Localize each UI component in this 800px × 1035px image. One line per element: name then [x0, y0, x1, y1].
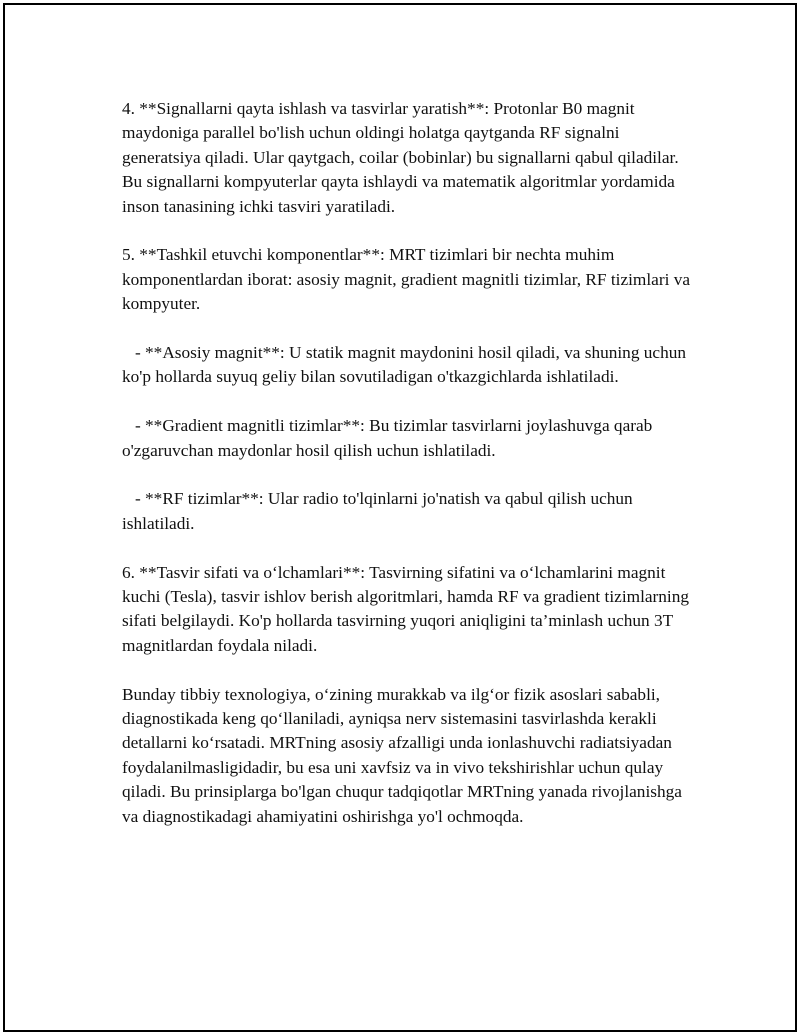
- bullet-asosiy-magnit: - **Asosiy magnit**: U statik magnit maydonini hosil qiladi, va shuning uchun ko'p hollarda suyuq geliy bilan sovutiladigan o'tkazgichlarda ishlatiladi.: [122, 343, 691, 387]
- page-frame: [3, 3, 797, 1032]
- paragraph-conclusion: Bunday tibbiy texnologiya, o‘zining murakkab va ilg‘or fizik asoslari sababli, diagnostikada keng qo‘llaniladi, ayniqsa nerv sistemasini tasvirlashda kerakli detallarni ko‘rsatadi. MRTning asosiy afzalligi unda ionlashuvchi radiatsiyadan foydalanilmasligidadir, bu esa uni xavfsiz va in vivo tekshirishlar uchun qulay qiladi. Bu prinsiplarga bo'lgan chuqur tadqiqotlar MRTning yanada rivojlanishga va diagnostikadagi ahamiyatini oshirishga yo'l ochmoqda.: [122, 684, 687, 826]
- paragraph-section-6: 6. **Tasvir sifati va o‘lchamlari**: Tasvirning sifatini va o‘lchamlarini magnit kuchi (Tesla), tasvir ishlov berish algoritmlari, hamda RF va gradient tizimlarning sifati belgilaydi. Ko'p hollarda tasvirning yuqori aniqligini ta’minlash uchun 3T magnitlardan foydala niladi.: [122, 562, 694, 655]
- paragraph-section-4: 4. **Signallarni qayta ishlash va tasvirlar yaratish**: Protonlar B0 magnit maydoniga parallel bo'lish uchun oldingi holatga qaytganda RF signalni generatsiya qiladi. Ular qaytgach, coilar (bobinlar) bu signallarni qabul qiladilar. Bu signallarni kompyuterlar qayta ishlaydi va matematik algoritmlar yordamida inson tanasining ichki tasviri yaratiladi.: [122, 99, 683, 216]
- paragraph-section-5: 5. **Tashkil etuvchi komponentlar**: MRT tizimlari bir nechta muhim komponentlardan iborat: asosiy magnit, gradient magnitli tizimlar, RF tizimlari va kompyuter.: [122, 245, 695, 314]
- bullet-gradient-tizimlar: - **Gradient magnitli tizimlar**: Bu tizimlar tasvirlarni joylashuvga qarab o'zgaruvchan maydonlar hosil qilish uchun ishlatiladi.: [122, 416, 657, 460]
- bullet-rf-tizimlar: - **RF tizimlar**: Ular radio to'lqinlarni jo'natish va qabul qilish uchun ishlatiladi.: [122, 489, 638, 533]
- document-body: [122, 97, 702, 853]
